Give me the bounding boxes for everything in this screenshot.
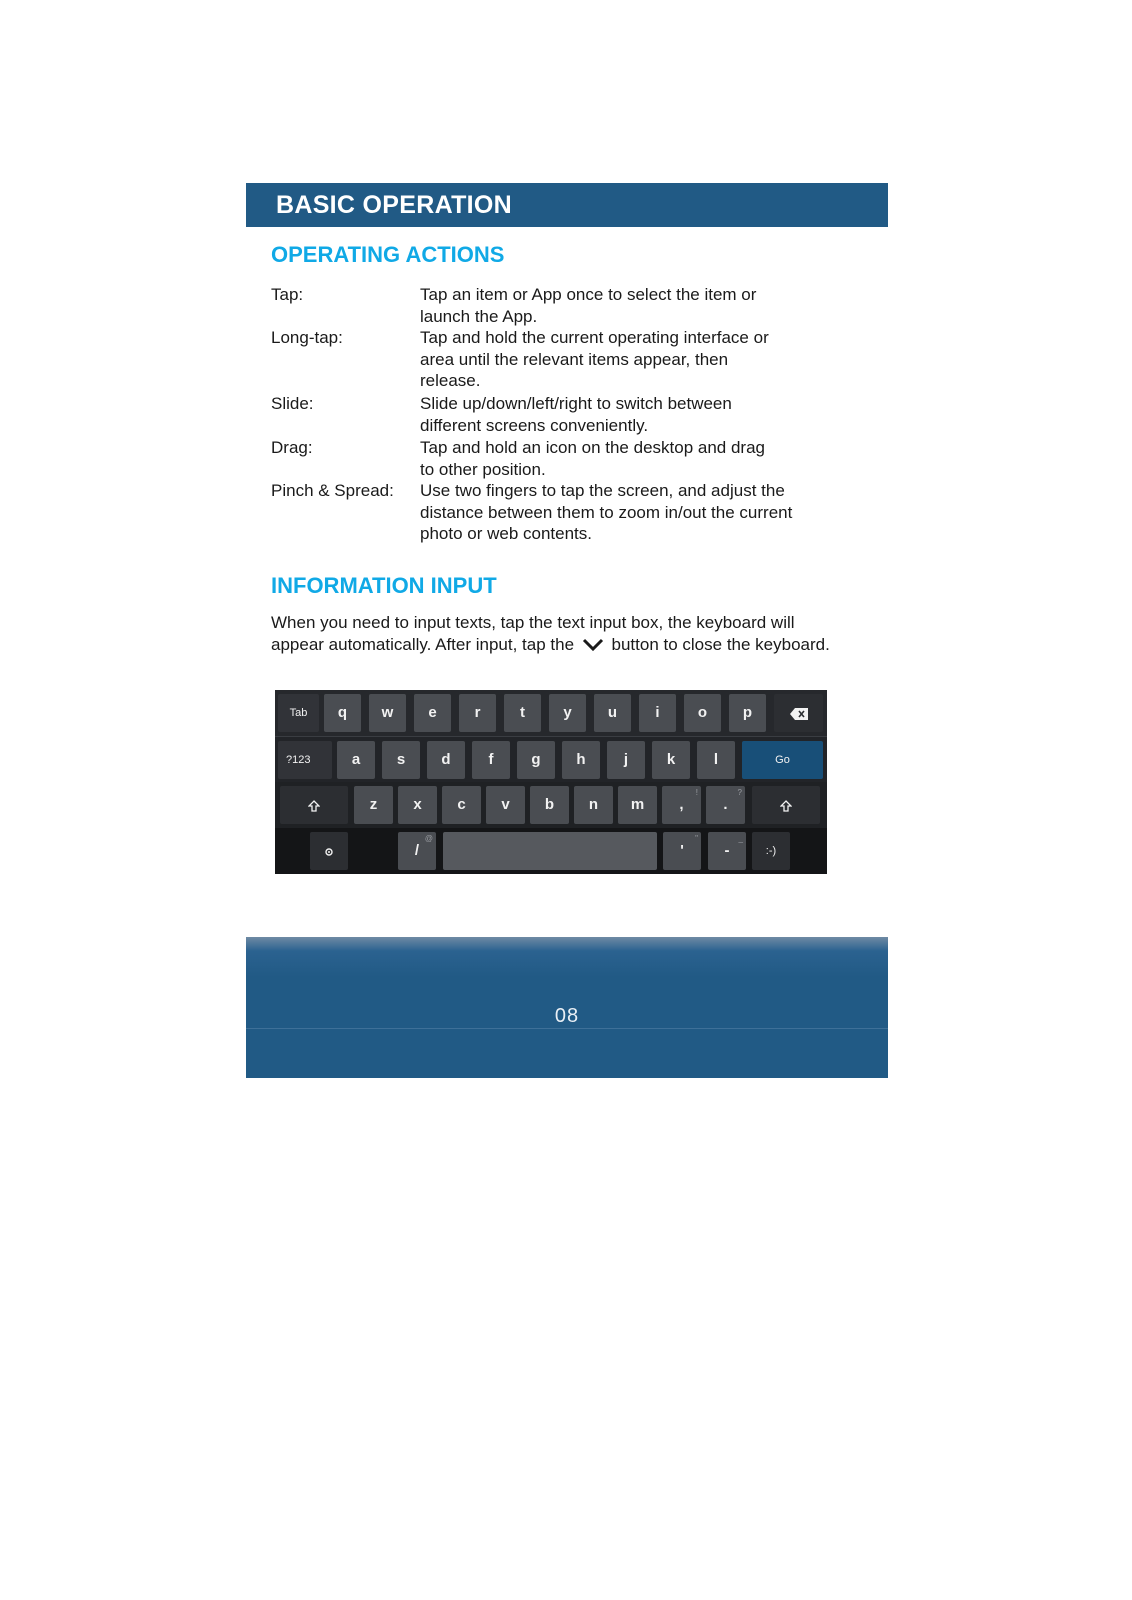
key-hint: ! [695,788,698,797]
smiley-key[interactable]: :-) [752,832,790,870]
tab-key[interactable]: Tab [278,694,319,732]
intro-text-after: button to close the keyboard. [611,634,830,654]
key-apostrophe[interactable] [663,832,701,870]
action-description [420,284,830,327]
key-w[interactable]: w [369,694,406,732]
desc-line: Tap an item or App once to select the item or [420,285,757,304]
key-m[interactable]: m [618,786,657,824]
key-g[interactable]: g [517,741,555,779]
header-bar [246,183,888,227]
action-description [420,393,830,436]
key-s[interactable]: s [382,741,420,779]
key-z[interactable]: z [354,786,393,824]
go-key[interactable]: Go [742,741,823,779]
key-k[interactable]: k [652,741,690,779]
key-d[interactable]: d [427,741,465,779]
action-term: Drag: [271,438,313,457]
desc-line: launch the App. [420,306,538,326]
keyboard-row-3 [275,782,827,828]
key-j[interactable]: j [607,741,645,779]
desc-line: Tap and hold the current operating interface or [420,328,769,347]
desc-line: area until the relevant items appear, then [420,349,729,369]
backspace-icon [790,708,808,720]
key-label: / [414,842,420,859]
information-input-text [271,612,831,657]
key-label: , [679,796,684,813]
keyboard-row-1 [275,690,827,736]
key-period[interactable] [706,786,745,824]
keyboard-row-2 [275,736,827,783]
desc-line: release. [420,371,481,390]
desc-line: photo or web contents. [420,524,593,543]
key-hyphen[interactable] [708,832,746,870]
action-description [420,437,830,480]
key-y[interactable]: y [549,694,586,732]
key-q[interactable]: q [324,694,361,732]
key-label: . [723,796,728,813]
key-slash[interactable] [398,832,436,870]
operating-actions-heading: OPERATING ACTIONS [271,242,505,267]
key-x[interactable]: x [398,786,437,824]
desc-line: to other position. [420,459,546,479]
key-u[interactable]: u [594,694,631,732]
chevron-down-icon [582,636,604,658]
action-term: Slide: [271,394,314,413]
key-hint: _ [738,834,743,843]
key-e[interactable]: e [414,694,451,732]
backspace-key[interactable] [774,694,823,732]
action-description [420,480,830,545]
shift-icon [780,800,792,812]
key-hint: @ [424,834,433,843]
action-term: Tap: [271,285,304,304]
key-hint: " [695,834,698,843]
key-f[interactable]: f [472,741,510,779]
information-input-heading: INFORMATION INPUT [271,573,497,598]
key-b[interactable]: b [530,786,569,824]
settings-key[interactable] [310,832,348,870]
symbols-key[interactable]: ?123 [278,741,332,779]
key-c[interactable]: c [442,786,481,824]
action-description [420,327,830,392]
desc-line: Use two fingers to tap the screen, and adjust the [420,481,785,500]
page-title: BASIC OPERATION [276,191,512,219]
key-comma[interactable] [662,786,701,824]
footer-band [246,937,888,1078]
keyboard-illustration [275,690,827,874]
key-hint: ? [737,788,742,797]
action-term: Long-tap: [271,328,343,347]
key-l[interactable]: l [697,741,735,779]
action-term: Pinch & Spread: [271,481,394,500]
intro-text-before: When you need to input texts, tap the text input box, the keyboard will appear automatically. After input, tap the [271,613,795,654]
desc-line: distance between them to zoom in/out the current [420,502,793,522]
desc-line: Slide up/down/left/right to switch between [420,394,732,413]
right-shift-key[interactable] [752,786,820,824]
key-t[interactable]: t [504,694,541,732]
footer-divider [246,1028,888,1029]
space-key[interactable] [443,832,657,870]
key-n[interactable]: n [574,786,613,824]
keyboard-row-4 [275,828,827,874]
key-a[interactable]: a [337,741,375,779]
key-o[interactable]: o [684,694,721,732]
key-label: - [724,842,730,859]
key-r[interactable]: r [459,694,496,732]
key-v[interactable]: v [486,786,525,824]
settings-icon [324,847,334,857]
shift-icon [308,800,320,812]
key-i[interactable]: i [639,694,676,732]
key-label: ' [680,842,684,859]
desc-line: Tap and hold an icon on the desktop and drag [420,438,765,457]
key-p[interactable]: p [729,694,766,732]
key-h[interactable]: h [562,741,600,779]
left-shift-key[interactable] [280,786,348,824]
page-number: 08 [554,1005,580,1027]
desc-line: different screens conveniently. [420,415,649,435]
